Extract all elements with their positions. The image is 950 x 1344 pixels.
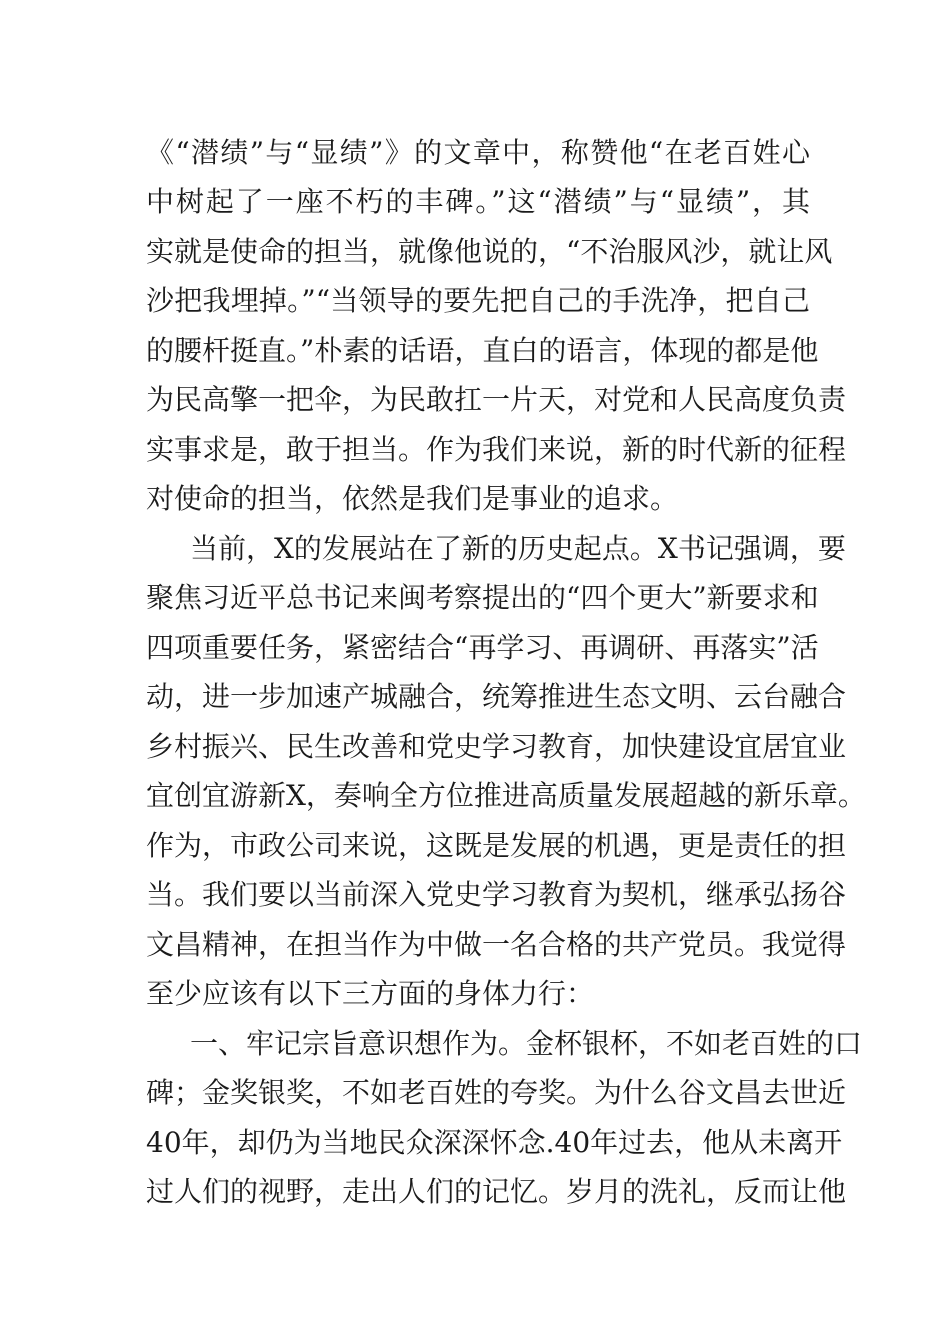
text-line: 乡村振兴、民生改善和党史学习教育，加快建设宜居宜业 bbox=[146, 730, 847, 763]
text-line: 沙把我埋掉。”“当领导的要先把自己的手洗净，把自己 bbox=[146, 284, 810, 317]
text-line: 文昌精神，在担当作为中做一名合格的共产党员。我觉得 bbox=[146, 928, 847, 961]
text-line: 《“潜绩”与“显绩”》的文章中，称赞他“在老百姓心 bbox=[146, 136, 810, 169]
paragraph-first-line: 当前，X的发展站在了新的历史起点。X书记强调，要 bbox=[190, 532, 846, 565]
text-line: 40年，却仍为当地民众深深怀念.40年过去，他从未离开 bbox=[146, 1126, 843, 1159]
text-line: 当。我们要以当前深入党史学习教育为契机，继承弘扬谷 bbox=[146, 878, 847, 911]
text-line: 对使命的担当，依然是我们是事业的追求。 bbox=[146, 482, 679, 515]
text-line: 至少应该有以下三方面的身体力行： bbox=[146, 977, 595, 1010]
text-line: 作为，市政公司来说，这既是发展的机遇，更是责任的担 bbox=[146, 829, 847, 862]
text-line: 实事求是，敢于担当。作为我们来说，新的时代新的征程 bbox=[146, 433, 847, 466]
text-line: 过人们的视野，走出人们的记忆。岁月的洗礼，反而让他 bbox=[146, 1175, 847, 1208]
text-line: 宜创宜游新X，奏响全方位推进高质量发展超越的新乐章。 bbox=[146, 779, 866, 812]
text-line: 聚焦习近平总书记来闽考察提出的“四个更大”新要求和 bbox=[146, 581, 819, 614]
text-line: 的腰杆挺直。”朴素的话语，直白的语言，体现的都是他 bbox=[146, 334, 819, 367]
text-line: 碑；金奖银奖，不如老百姓的夸奖。为什么谷文昌去世近 bbox=[146, 1076, 847, 1109]
paragraph-first-line: 一、牢记宗旨意识想作为。金杯银杯，不如老百姓的口 bbox=[190, 1027, 863, 1060]
text-line: 为民高擎一把伞，为民敢扛一片天，对党和人民高度负责 bbox=[146, 383, 847, 416]
text-line: 四项重要任务，紧密结合“再学习、再调研、再落实”活 bbox=[146, 631, 819, 664]
text-line: 实就是使命的担当，就像他说的，“不治服风沙，就让风 bbox=[146, 235, 833, 268]
text-line: 动，进一步加速产城融合，统筹推进生态文明、云台融合 bbox=[146, 680, 847, 713]
text-line: 中树起了一座不朽的丰碑。”这“潜绩”与“显绩”，其 bbox=[146, 185, 810, 218]
